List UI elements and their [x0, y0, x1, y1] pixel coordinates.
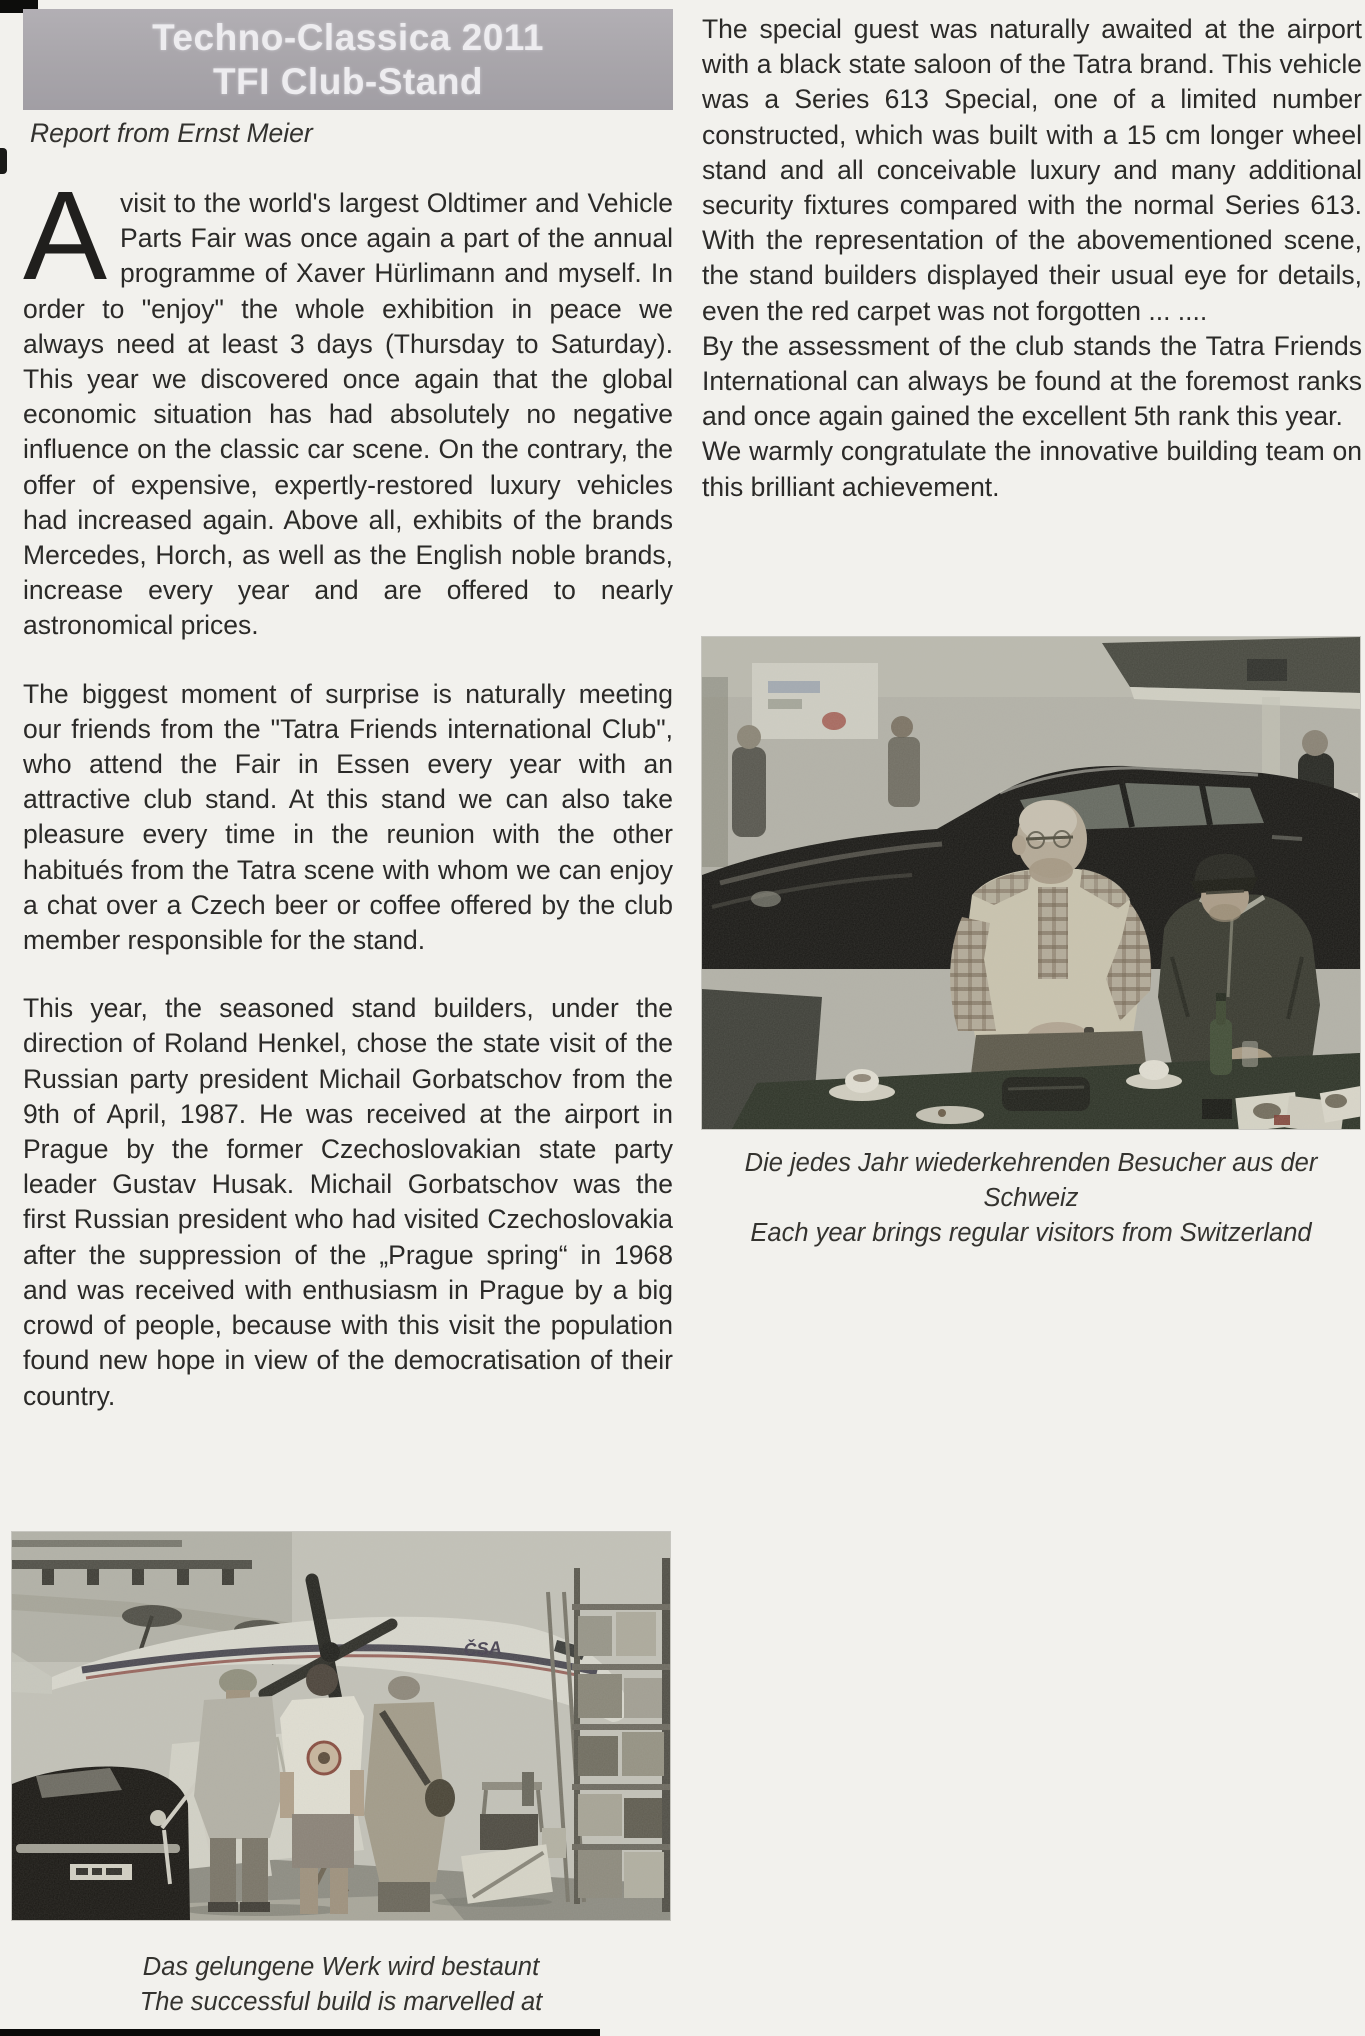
caption-hangar-english: The successful build is marvelled at: [139, 1988, 543, 2016]
paragraph-4: The special guest was naturally awaited at the airport with a black state saloon of the Tatra brand. This vehicle was a Series 613 Special, one of a limited number constructed, which was built with a 15 cm longer wheel stand and all conceivable luxury and many additional security fixtures compared with the normal Series 613. With the representation of the abovementioned scene, the stand builders displayed their usual eye for details, even the red carpet was not forgotten ... ....: [702, 14, 1362, 326]
byline: Report from Ernst Meier: [30, 118, 313, 148]
left-column: [23, 165, 673, 1447]
paragraph-1-text: visit to the world's largest Oldtimer and Vehicle Parts Fair was once again a part of the annual programme of Xaver Hürlimann and myself. In order to "enjoy" the whole exhibition in peace we always need at least 3 days (Thursday to Saturday). This year we discovered once again that the global economic situation has had absolutely no negative influence on the classic car scene. On the contrary, the offer of expensive, expertly-restored luxury vehicles had increased again. Above all, exhibits of the brands Mercedes, Horch, as well as the English noble brands, increase every year and are offered to nearly astronomical prices.: [23, 188, 673, 641]
scan-artifact-left-edge: [0, 148, 7, 174]
scan-artifact-bottom-bar: [0, 2029, 600, 2036]
caption-club-english: Each year brings regular visitors from Switzerland: [750, 1219, 1312, 1247]
photo-club-stand-caption: [702, 1146, 1360, 1251]
paragraph-3: This year, the seasoned stand builders, under the direction of Roland Henkel, chose the state visit of the Russian party president Michail Gorbatschov from the 9th of April, 1987. He was received at the airport in Prague by the former Czechoslovakian state party leader Gustav Husak. Michail Gorbatschov was the first Russian president who had visited Czechoslovakia after the suppression of the „Prague spring“ in 1968 and was received with enthusiasm in Prague by a big crowd of people, because with this visit the population found new hope in view of the democratisation of their country.: [23, 993, 673, 1411]
caption-club-german: Die jedes Jahr wiederkehrenden Besucher aus der Schweiz: [744, 1149, 1318, 1212]
aircraft-marking-text: ČSA: [462, 1637, 503, 1660]
paragraph-2: The biggest moment of surprise is naturally meeting our friends from the "Tatra Friends international Club", who attend the Fair in Essen every year with an attractive club stand. At this stand we can also take pleasure every time in the reunion with the other habitués from the Tatra scene with whom we can enjoy a chat over a Czech beer or coffee offered by the club member responsible for the stand.: [23, 678, 673, 956]
article-title-banner: [23, 9, 673, 110]
paragraph-1: [23, 165, 673, 644]
right-column: [702, 12, 1362, 505]
photo-hangar: [12, 1532, 670, 1920]
caption-hangar-german: Das gelungene Werk wird bestaunt: [142, 1953, 540, 1981]
title-line-1: Techno-Classica 2011: [152, 16, 544, 58]
paragraph-6: We warmly congratulate the innovative building team on this brilliant achievement.: [702, 436, 1362, 502]
title-line-2: TFI Club-Stand: [212, 60, 484, 102]
photo-club-stand: [702, 637, 1360, 1129]
paragraph-5: By the assessment of the club stands the Tatra Friends International can always be found at the foremost ranks and once again gained the excellent 5th rank this year.: [702, 330, 1362, 432]
dropcap-letter: A: [23, 165, 108, 306]
photo-hangar-caption: [12, 1950, 670, 2020]
